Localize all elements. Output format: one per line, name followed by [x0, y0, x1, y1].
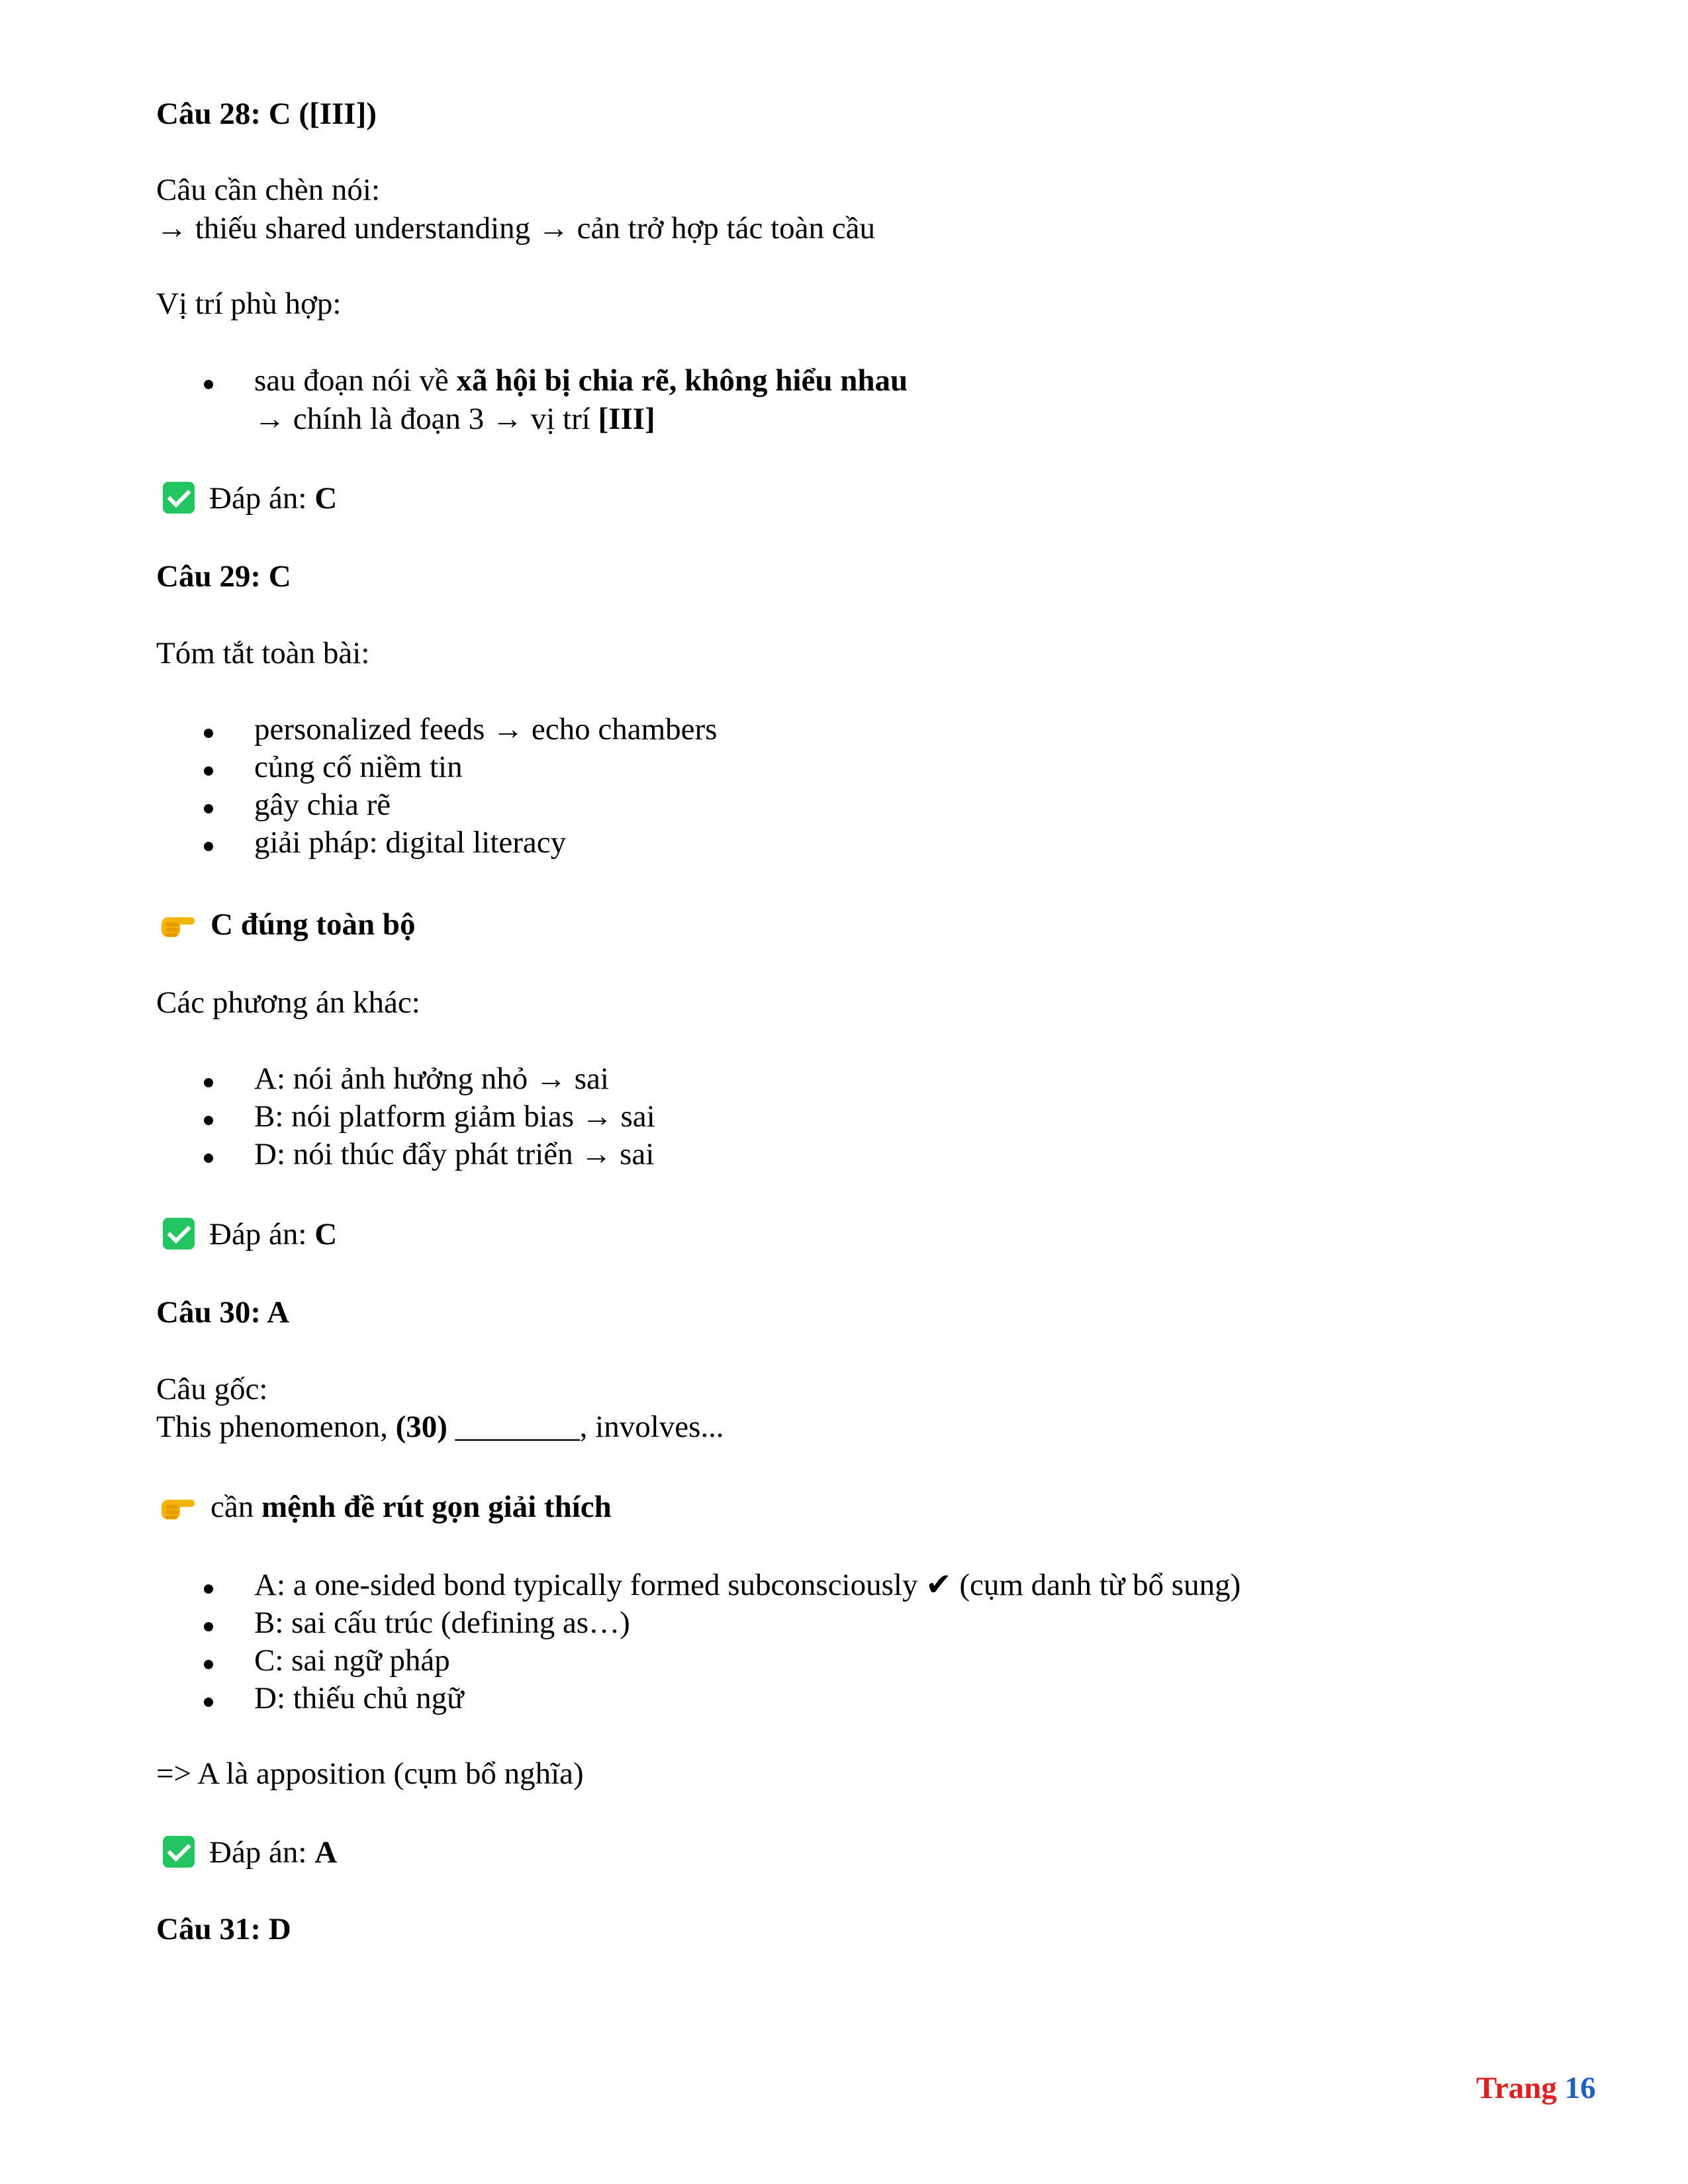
- q28-answer-value: C: [314, 481, 338, 516]
- q30-note-bold: mệnh đề rút gọn giải thích: [261, 1490, 612, 1524]
- q30-conclusion: => A là apposition (cụm bổ nghĩa): [156, 1756, 584, 1791]
- q28-bullet-text: sau đoạn nói về: [254, 363, 457, 398]
- q30-answer: [163, 1833, 337, 1872]
- q30-answer-value: A: [314, 1835, 338, 1870]
- bullet-dot: [204, 804, 213, 813]
- bullet-dot: [204, 1078, 213, 1087]
- q28-bullet-bold: xã hội bị chia rẽ, không hiểu nhau: [456, 363, 908, 398]
- q28-line3: Vị trí phù hợp:: [156, 287, 342, 321]
- q30-orig-blank-number: (30): [395, 1410, 447, 1444]
- q29-answer-label: Đáp án:: [209, 1217, 315, 1251]
- q28-line1: Câu cần chèn nói:: [156, 173, 381, 207]
- q29-note: [159, 905, 416, 944]
- q29-answer-value: C: [314, 1217, 338, 1251]
- q30-note: [159, 1488, 612, 1526]
- q28-heading: Câu 28: C ([III]): [156, 97, 377, 131]
- q29-summary-title: Tóm tắt toàn bài:: [156, 636, 370, 670]
- q28-answer-label: Đáp án:: [209, 481, 315, 516]
- q28-answer: [163, 479, 337, 518]
- footer-word: Trang: [1476, 2071, 1557, 2105]
- q30-option-item: B: sai cấu trúc (defining as…): [254, 1606, 630, 1640]
- q29-note-text: C đúng toàn bộ: [211, 907, 416, 942]
- backhand-index-pointing-right-icon: [159, 908, 196, 940]
- q30-option-item: D: thiếu chủ ngữ: [254, 1681, 464, 1715]
- q29-other-item: A: nói ảnh hưởng nhỏ → sai: [254, 1062, 609, 1096]
- bullet-dot: [204, 766, 213, 776]
- q28-bullet-cont-text: → chính là đoạn 3 → vị trí: [254, 402, 598, 436]
- q28-bullet-cont: [254, 400, 655, 438]
- q29-summary-item: personalized feeds → echo chambers: [254, 712, 718, 747]
- backhand-index-pointing-right-icon: [159, 1490, 196, 1522]
- q29-summary-item: giải pháp: digital literacy: [254, 825, 567, 860]
- bullet-dot: [204, 1622, 213, 1631]
- q30-option-item: C: sai ngữ pháp: [254, 1643, 450, 1678]
- check-mark-button-icon: [163, 1218, 195, 1250]
- bullet-dot: [204, 1698, 213, 1707]
- q31-heading: Câu 31: D: [156, 1912, 291, 1946]
- check-mark-button-icon: [163, 482, 195, 514]
- q28-bullet-cont-bold: [III]: [598, 402, 655, 436]
- q29-heading: Câu 29: C: [156, 559, 291, 594]
- q30-orig-title: Câu gốc:: [156, 1372, 268, 1406]
- bullet-dot: [204, 1660, 213, 1669]
- q30-option-item: A: a one-sided bond typically formed subconsciously ✔ (cụm danh từ bổ sung): [254, 1568, 1241, 1602]
- q30-heading: Câu 30: A: [156, 1295, 290, 1330]
- q30-answer-label: Đáp án:: [209, 1835, 315, 1870]
- q29-other-item: D: nói thúc đẩy phát triển → sai: [254, 1137, 655, 1171]
- bullet-dot: [204, 1154, 213, 1163]
- q29-others-title: Các phương án khác:: [156, 985, 420, 1020]
- q30-orig-sentence: [156, 1408, 724, 1446]
- bullet-dot: [204, 1116, 213, 1125]
- q29-summary-item: củng cố niềm tin: [254, 750, 463, 784]
- q29-summary-item: gây chia rẽ: [254, 788, 391, 822]
- q30-orig-post: ________, involves...: [447, 1410, 724, 1444]
- q29-other-item: B: nói platform giảm bias → sai: [254, 1099, 655, 1134]
- q28-line2: → thiếu shared understanding → cản trở hợp tác toàn cầu: [156, 211, 875, 246]
- q30-orig-pre: This phenomenon,: [156, 1410, 396, 1444]
- check-mark-button-icon: [163, 1836, 195, 1868]
- footer-page-number: 16: [1564, 2071, 1596, 2105]
- q28-bullet: [254, 361, 908, 400]
- bullet-dot: [204, 729, 213, 738]
- bullet-dot: [204, 842, 213, 851]
- page-number-footer: [1476, 2070, 1596, 2106]
- q30-note-pre: cần: [211, 1490, 261, 1524]
- q29-answer: [163, 1215, 337, 1253]
- bullet-dot: [204, 380, 213, 389]
- bullet-dot: [204, 1584, 213, 1594]
